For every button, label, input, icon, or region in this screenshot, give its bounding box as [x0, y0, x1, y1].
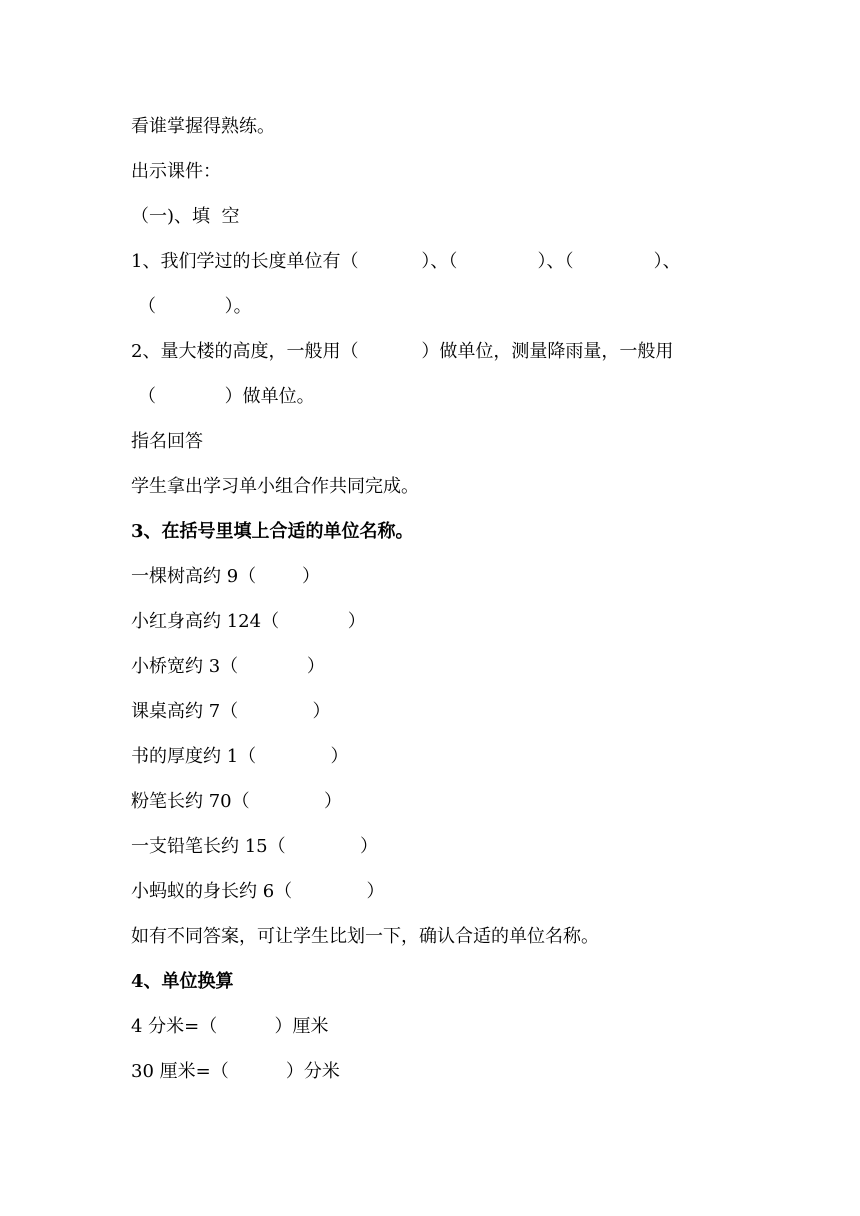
question-1-line-2: （ ）。 — [138, 296, 252, 317]
text-line-different-answers: 如有不同答案，可让学生比划一下，确认合适的单位名称。 — [131, 926, 599, 947]
text-line-answer-by-name: 指名回答 — [131, 431, 203, 452]
question-3-item-bridge: 小桥宽约 3（ ） — [131, 656, 325, 677]
question-3-heading: 3、在括号里填上合适的单位名称。 — [131, 521, 414, 542]
question-4-item-decimeter: 4 分米=（ ）厘米 — [131, 1016, 329, 1037]
question-3-item-book: 书的厚度约 1（ ） — [131, 746, 349, 767]
question-3-item-ant: 小蚂蚁的身长约 6（ ） — [131, 881, 385, 902]
section-heading-fill-blank: （一)、填 空 — [131, 206, 240, 227]
question-3-item-desk: 课桌高约 7（ ） — [131, 701, 331, 722]
question-3-item-tree: 一棵树高约 9（ ） — [131, 566, 320, 587]
question-4-item-centimeter: 30 厘米=（ ）分米 — [131, 1061, 340, 1082]
question-3-item-chalk: 粉笔长约 70（ ） — [131, 791, 343, 812]
question-3-item-pencil: 一支铅笔长约 15（ ） — [131, 836, 379, 857]
text-line-group-work: 学生拿出学习单小组合作共同完成。 — [131, 476, 419, 497]
question-4-heading: 4、单位换算 — [131, 971, 234, 992]
question-3-item-xiaohong: 小红身高约 124（ ） — [131, 611, 366, 632]
question-1-line-1: 1、我们学过的长度单位有（ ）、（ ）、（ ）、 — [131, 251, 681, 272]
text-line-show-slides: 出示课件： — [131, 161, 221, 182]
text-line-intro: 看谁掌握得熟练。 — [131, 116, 275, 137]
question-2-line-1: 2、量大楼的高度，一般用（ ）做单位，测量降雨量，一般用 — [131, 341, 674, 362]
question-2-line-2: （ ）做单位。 — [138, 386, 315, 407]
